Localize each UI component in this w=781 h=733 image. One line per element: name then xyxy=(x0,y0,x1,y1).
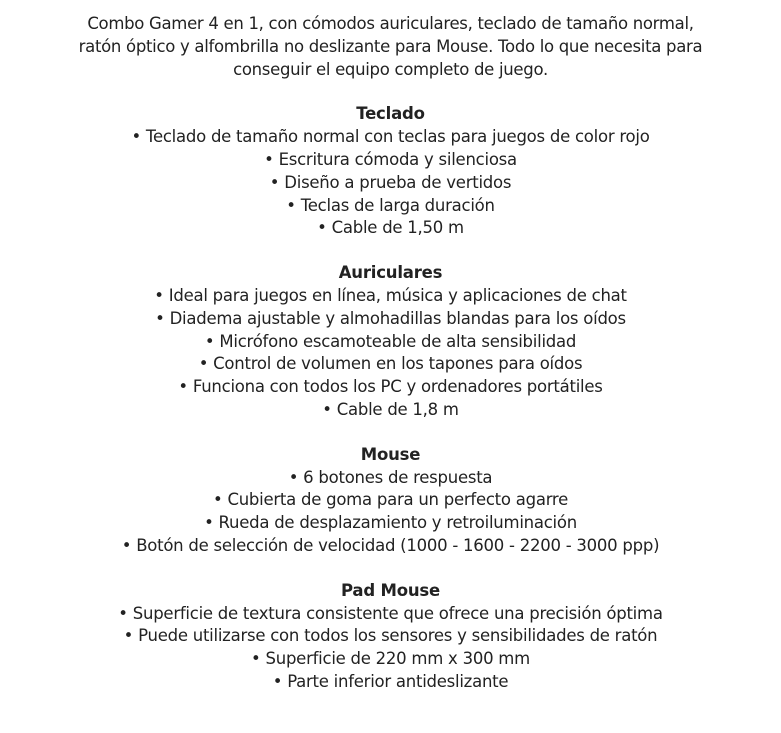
list-item: • Cable de 1,8 m xyxy=(322,399,459,419)
section-teclado xyxy=(0,103,781,240)
section-title: Teclado xyxy=(356,104,425,124)
section-auriculares xyxy=(0,262,781,422)
section-title: Auriculares xyxy=(338,263,443,283)
list-item: • Botón de selección de velocidad (1000 - 1600 - 2200 - 3000 ppp) xyxy=(121,535,660,555)
list-item: • Diseño a prueba de vertidos xyxy=(269,172,512,192)
list-item: • Puede utilizarse con todos los sensores y sensibilidades de ratón xyxy=(123,626,658,646)
list-item: • Ideal para juegos en línea, música y aplicaciones de chat xyxy=(154,285,627,305)
list-item: • Control de volumen en los tapones para oídos xyxy=(198,354,583,374)
list-item: • Cubierta de goma para un perfecto agarre xyxy=(212,490,569,510)
list-item: • Teclado de tamaño normal con teclas para juegos de color rojo xyxy=(131,127,650,147)
section-pad-mouse xyxy=(0,580,781,694)
intro-paragraph xyxy=(21,13,761,81)
section-title: Mouse xyxy=(360,444,421,464)
list-item: • Funciona con todos los PC y ordenadores portátiles xyxy=(178,377,603,397)
list-item: • Escritura cómoda y silenciosa xyxy=(264,149,517,169)
list-item: • Superficie de textura consistente que ofrece una precisión óptima xyxy=(118,603,663,623)
list-item: • Cable de 1,50 m xyxy=(317,218,464,238)
list-item: • Superficie de 220 mm x 300 mm xyxy=(251,649,530,669)
list-item: • 6 botones de respuesta xyxy=(288,467,493,487)
list-item: • Micrófono escamoteable de alta sensibilidad xyxy=(204,331,577,351)
list-item: • Rueda de desplazamiento y retroiluminación xyxy=(204,513,577,533)
section-mouse xyxy=(0,444,781,558)
section-title: Pad Mouse xyxy=(340,580,441,600)
list-item: • Parte inferior antideslizante xyxy=(272,671,509,691)
list-item: • Diadema ajustable y almohadillas blandas para los oídos xyxy=(155,308,626,328)
list-item: • Teclas de larga duración xyxy=(286,195,495,215)
intro-line: ratón óptico y alfombrilla no deslizante para Mouse. Todo lo que necesita para xyxy=(78,36,703,56)
intro-line: conseguir el equipo completo de juego. xyxy=(233,59,548,79)
intro-line: Combo Gamer 4 en 1, con cómodos auriculares, teclado de tamaño normal, xyxy=(87,14,694,33)
